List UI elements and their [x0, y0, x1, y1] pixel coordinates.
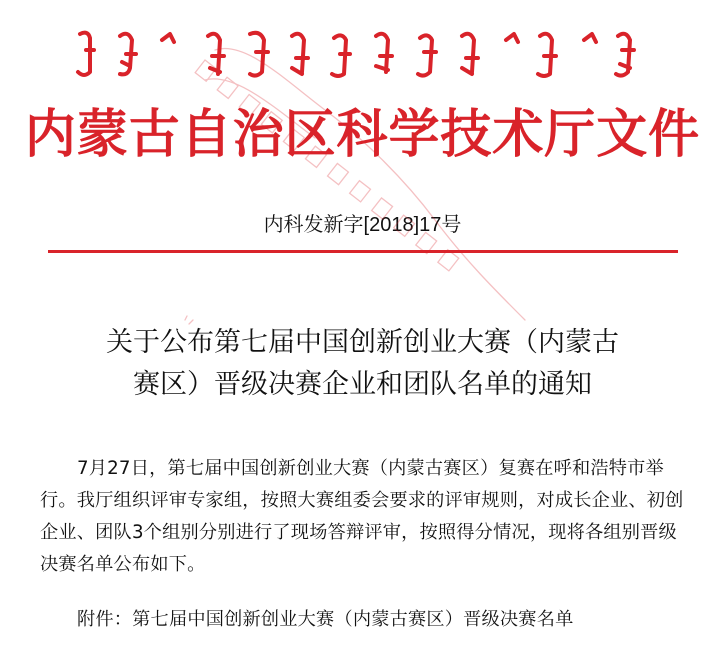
body-paragraph: 7月27日，第七届中国创新创业大赛（内蒙古赛区）复赛在呼和浩特市举行。我厅组织评审专家组，按照大赛组委会要求的评审规则，对成长企业、初创企业、团队3个组别分别进行了现场答辩评审，按照得分情况，现将各组别晋级决赛名单公布如下。 [40, 458, 684, 575]
notice-title-line-2: 赛区）晋级决赛企业和团队名单的通知 [133, 369, 592, 400]
issuer-masthead: 内蒙古自治区科学技术厅文件 [24, 104, 701, 165]
attachment-line: 附件：第七届中国创新创业大赛（内蒙古赛区）晋级决赛名单 [77, 609, 574, 630]
notice-title-line-1: 关于公布第七届中国创新创业大赛（内蒙古 [106, 327, 619, 358]
notice-title [60, 322, 665, 406]
document-number: 内科发新字[2018]17号 [263, 214, 462, 236]
mongolian-script-header-icon [70, 28, 650, 82]
red-divider-line [48, 250, 678, 253]
